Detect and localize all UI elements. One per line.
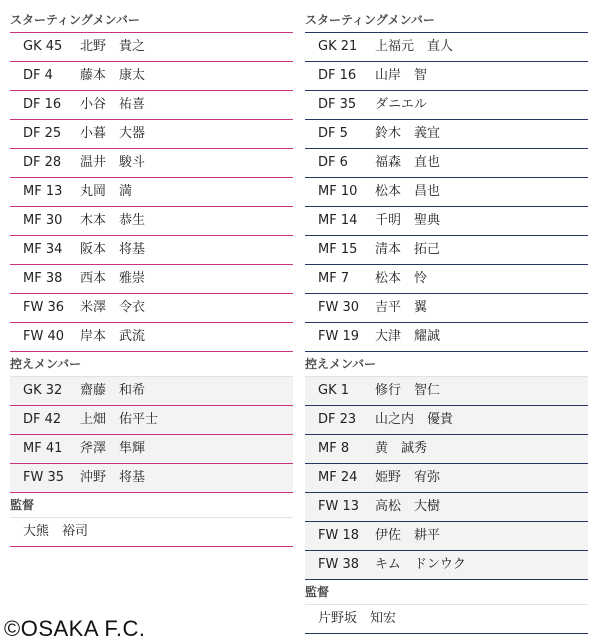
player-name: 小暮 大器 (80, 126, 146, 141)
player-row (305, 33, 588, 62)
sub-player-row (305, 464, 588, 493)
player-row (10, 33, 293, 62)
player-position-number: MF 13 (23, 184, 63, 199)
starting-header: スターティングメンバー (305, 8, 588, 33)
manager-name: 大熊 裕司 (23, 524, 89, 539)
player-name: 山之内 優貴 (375, 412, 454, 427)
player-position-number: FW 19 (318, 329, 360, 344)
player-name: 清本 拓己 (375, 242, 441, 257)
player-position-number: DF 42 (23, 412, 62, 427)
player-name: 福森 直也 (375, 155, 441, 170)
sub-player-row (305, 377, 588, 406)
sub-player-row (10, 377, 293, 406)
player-row (10, 62, 293, 91)
sub-player-row (305, 522, 588, 551)
sub-player-row (305, 551, 588, 580)
player-row (305, 91, 588, 120)
player-position-number: MF 38 (23, 271, 63, 286)
player-name: 岸本 武流 (80, 329, 146, 344)
player-position-number: DF 25 (23, 126, 62, 141)
player-position-number: DF 28 (23, 155, 62, 170)
manager-row (10, 518, 293, 547)
player-row (10, 178, 293, 207)
player-position-number: MF 14 (318, 213, 358, 228)
player-row (305, 294, 588, 323)
player-name: 北野 貴之 (80, 39, 146, 54)
player-position-number: MF 7 (318, 271, 350, 286)
player-name: 上福元 直人 (375, 39, 454, 54)
player-position-number: DF 5 (318, 126, 348, 141)
player-row (10, 294, 293, 323)
player-position-number: DF 35 (318, 97, 357, 112)
player-row (10, 207, 293, 236)
sub-player-row (10, 435, 293, 464)
player-name: 斧澤 隼輝 (80, 441, 146, 456)
player-position-number: FW 36 (23, 300, 65, 315)
sub-player-row (10, 406, 293, 435)
player-position-number: FW 18 (318, 528, 360, 543)
player-name: 西本 雅崇 (80, 271, 146, 286)
player-row (305, 149, 588, 178)
player-row (305, 236, 588, 265)
manager-header: 監督 (10, 493, 293, 518)
player-position-number: GK 32 (23, 383, 63, 398)
player-position-number: DF 6 (318, 155, 348, 170)
sub-player-row (10, 464, 293, 493)
player-name: 大津 耀誠 (375, 329, 441, 344)
player-name: 小谷 祐喜 (80, 97, 146, 112)
player-position-number: MF 15 (318, 242, 358, 257)
sub-player-row (305, 493, 588, 522)
player-position-number: MF 24 (318, 470, 358, 485)
manager-row (305, 605, 588, 634)
player-row (305, 178, 588, 207)
player-position-number: DF 23 (318, 412, 357, 427)
player-row (10, 236, 293, 265)
player-name: 丸岡 満 (80, 184, 133, 199)
player-name: 鈴木 義宜 (375, 126, 441, 141)
player-name: 山岸 智 (375, 68, 428, 83)
player-name: 松本 怜 (375, 271, 428, 286)
player-position-number: DF 16 (23, 97, 62, 112)
player-row (10, 265, 293, 294)
player-name: 上畑 佑平士 (80, 412, 159, 427)
subs-header: 控えメンバー (305, 352, 588, 377)
player-name: キム ドンウク (375, 557, 466, 572)
player-row (10, 323, 293, 352)
player-name: 米澤 令衣 (80, 300, 146, 315)
player-row (305, 265, 588, 294)
player-row (305, 62, 588, 91)
player-row (305, 207, 588, 236)
player-position-number: MF 41 (23, 441, 63, 456)
player-name: 沖野 将基 (80, 470, 146, 485)
player-row (305, 120, 588, 149)
player-row (10, 149, 293, 178)
player-position-number: DF 16 (318, 68, 357, 83)
sub-player-row (305, 406, 588, 435)
player-position-number: FW 30 (318, 300, 360, 315)
player-name: 姫野 宥弥 (375, 470, 441, 485)
player-row (10, 91, 293, 120)
player-position-number: GK 45 (23, 39, 63, 54)
manager-name: 片野坂 知宏 (318, 611, 397, 626)
player-position-number: FW 38 (318, 557, 360, 572)
player-position-number: FW 13 (318, 499, 360, 514)
starting-header: スターティングメンバー (10, 8, 293, 33)
player-position-number: FW 40 (23, 329, 65, 344)
home-lineup (10, 8, 293, 547)
player-name: 修行 智仁 (375, 383, 441, 398)
player-name: 阪本 将基 (80, 242, 146, 257)
subs-header: 控えメンバー (10, 352, 293, 377)
player-position-number: MF 34 (23, 242, 63, 257)
player-name: 黄 誠秀 (375, 441, 428, 456)
player-name: 千明 聖典 (375, 213, 441, 228)
manager-header: 監督 (305, 580, 588, 605)
player-name: ダニエル (375, 97, 428, 112)
player-name: 温井 駿斗 (80, 155, 146, 170)
player-name: 吉平 翼 (375, 300, 428, 315)
player-name: 高松 大樹 (375, 499, 441, 514)
player-row (305, 323, 588, 352)
player-position-number: FW 35 (23, 470, 65, 485)
sub-player-row (305, 435, 588, 464)
copyright-watermark: ©OSAKA F.C. (4, 616, 146, 641)
away-lineup (305, 8, 588, 634)
player-row (10, 120, 293, 149)
player-name: 松本 昌也 (375, 184, 441, 199)
player-name: 伊佐 耕平 (375, 528, 441, 543)
player-position-number: MF 10 (318, 184, 358, 199)
player-name: 齋藤 和希 (80, 383, 146, 398)
player-position-number: GK 21 (318, 39, 358, 54)
player-position-number: MF 8 (318, 441, 350, 456)
player-name: 藤本 康太 (80, 68, 146, 83)
player-position-number: GK 1 (318, 383, 350, 398)
player-position-number: DF 4 (23, 68, 53, 83)
player-name: 木本 恭生 (80, 213, 146, 228)
player-position-number: MF 30 (23, 213, 63, 228)
